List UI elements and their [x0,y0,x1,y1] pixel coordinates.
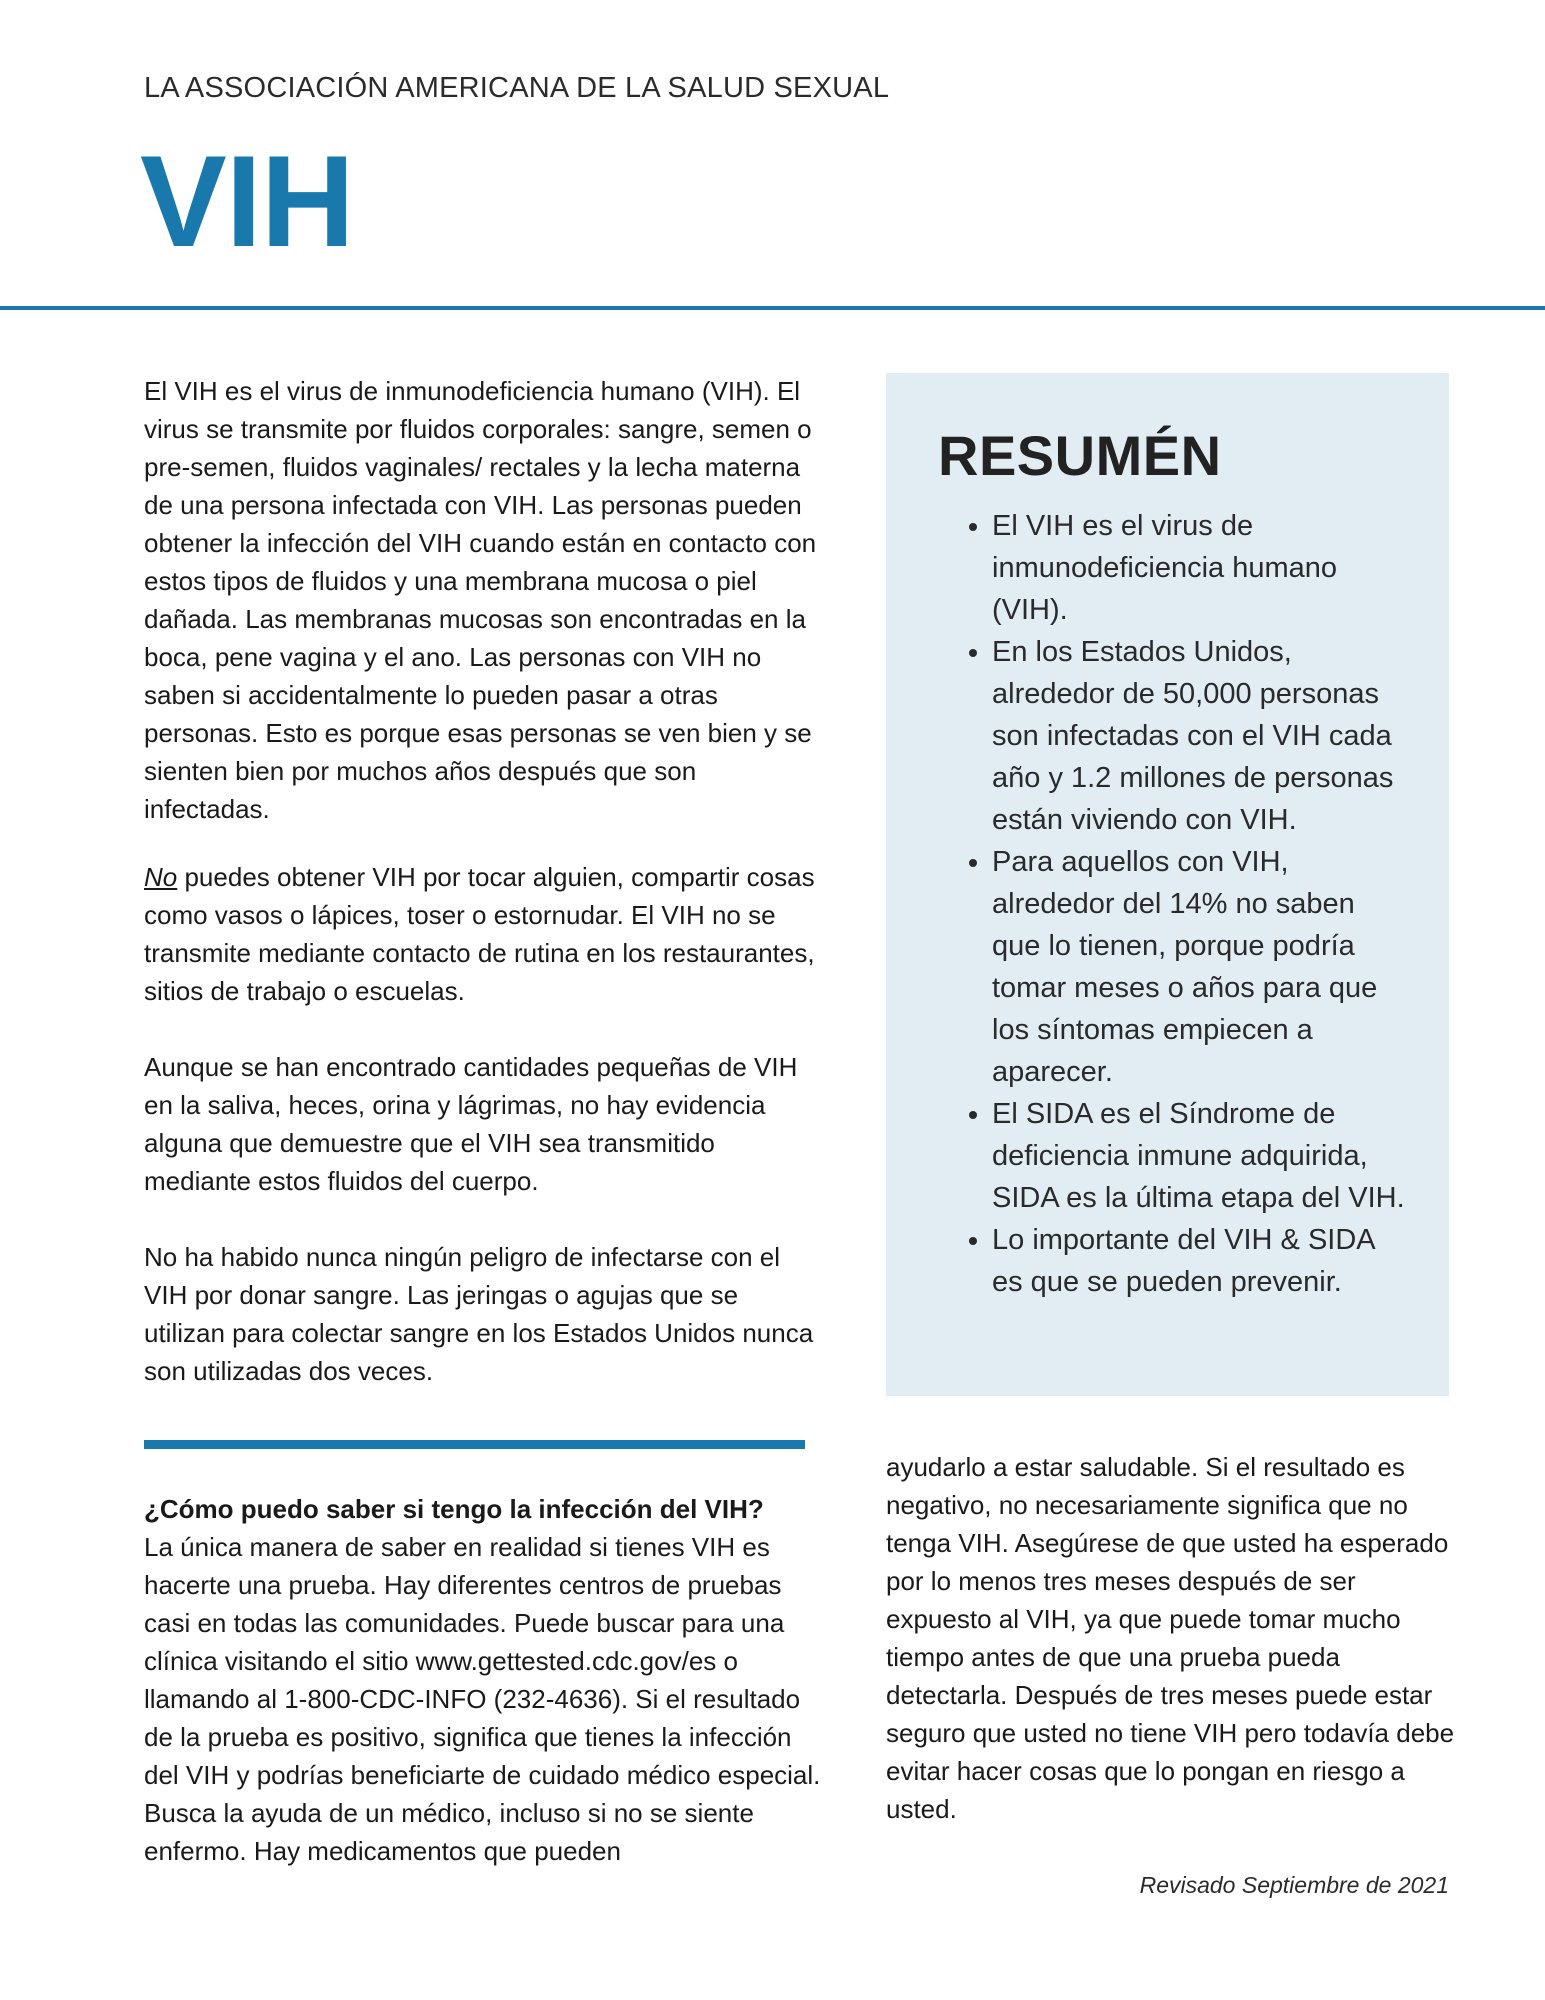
intro-paragraph-2 [144,858,824,1010]
intro-paragraph-3: Aunque se han encontrado cantidades pequeñas de VIH en la saliva, heces, orina y lágrimas, no hay evidencia alguna que demuestre que el VIH sea transmitido mediante estos fluidos del cuerpo. [144,1052,798,1196]
page-title: VIH [140,128,354,274]
organization-name: LA ASSOCIACIÓN AMERICANA DE LA SALUD SEXUAL [144,72,890,104]
summary-item: • El SIDA es el Síndrome de deficiencia inmune adquirida, SIDA es la última etapa del VIH. [992,1093,1409,1219]
summary-list [938,505,1409,1303]
summary-item: • Para aquellos con VIH, alrededor del 14% no saben que lo tienen, porque podría tomar meses o años para que los síntomas empiecen a aparecer. [992,841,1409,1093]
testing-body-left: La única manera de saber en realidad si tienes VIH es hacerte una prueba. Hay diferentes centros de pruebas casi en todas las comunidades. Puede buscar para una clínica visitando el sitio www.gettested.cdc.gov/es o llamando al 1-800-CDC-INFO (232-4636). Si el resultado de la prueba es positivo, significa que tienes la infección del VIH y podrías beneficiarte de cuidado médico especial. Busca la ayuda de un médico, incluso si no se siente enfermo. Hay medicamentos que pueden [144,1532,821,1866]
summary-box [886,373,1449,1396]
section-divider [144,1440,805,1449]
emphasis-no: No [144,862,178,892]
summary-item: • Lo importante del VIH & SIDA es que se pueden prevenir. [992,1219,1409,1303]
intro-section [144,372,824,1390]
intro-paragraph-4: No ha habido nunca ningún peligro de infectarse con el VIH por donar sangre. Las jeringas o agujas que se utilizan para colectar sangre en los Estados Unidos nunca son utilizadas dos veces. [144,1242,814,1386]
revision-date: Revisado Septiembre de 2021 [1139,1872,1449,1898]
summary-title: RESUMÉN [938,424,1222,487]
testing-body-right: ayudarlo a estar saludable. Si el resultado es negativo, no necesariamente significa que no tenga VIH. Asegúrese de que usted ha esperado por lo menos tres meses después de ser expuesto al VIH, ya que puede tomar mucho tiempo antes de que una prueba pueda detectarla. Después de tres meses puede estar seguro que usted no tiene VIH pero todavía debe evitar hacer cosas que lo pongan en riesgo a usted. [886,1452,1455,1824]
intro-paragraph-2-text: puedes obtener VIH por tocar alguien, compartir cosas como vasos o lápices, toser o estornudar. El VIH no se transmite mediante contacto de rutina en los restaurantes, sitios de trabajo o escuelas. [144,862,815,1006]
testing-section [144,1490,824,1870]
header-divider [0,306,1545,310]
summary-item: • El VIH es el virus de inmunodeficiencia humano (VIH). [992,505,1409,631]
summary-item: • En los Estados Unidos, alrededor de 50,000 personas son infectadas con el VIH cada año y 1.2 millones de personas están viviendo con VIH. [992,631,1409,841]
testing-question: ¿Cómo puedo saber si tengo la infección del VIH? [144,1494,764,1524]
intro-paragraph-1: El VIH es el virus de inmunodeficiencia humano (VIH). El virus se transmite por fluidos corporales: sangre, semen o pre-semen, fluidos vaginales/ rectales y la lecha materna de una persona infectada con VIH. Las personas pueden obtener la infección del VIH cuando están en contacto con estos tipos de fluidos y una membrana mucosa o piel dañada. Las membranas mucosas son encontradas en la boca, pene vagina y el ano. Las personas con VIH no saben si accidentalmente lo pueden pasar a otras personas. Esto es porque esas personas se ven bien y se sienten bien por muchos años después que son infectadas. [144,376,817,824]
